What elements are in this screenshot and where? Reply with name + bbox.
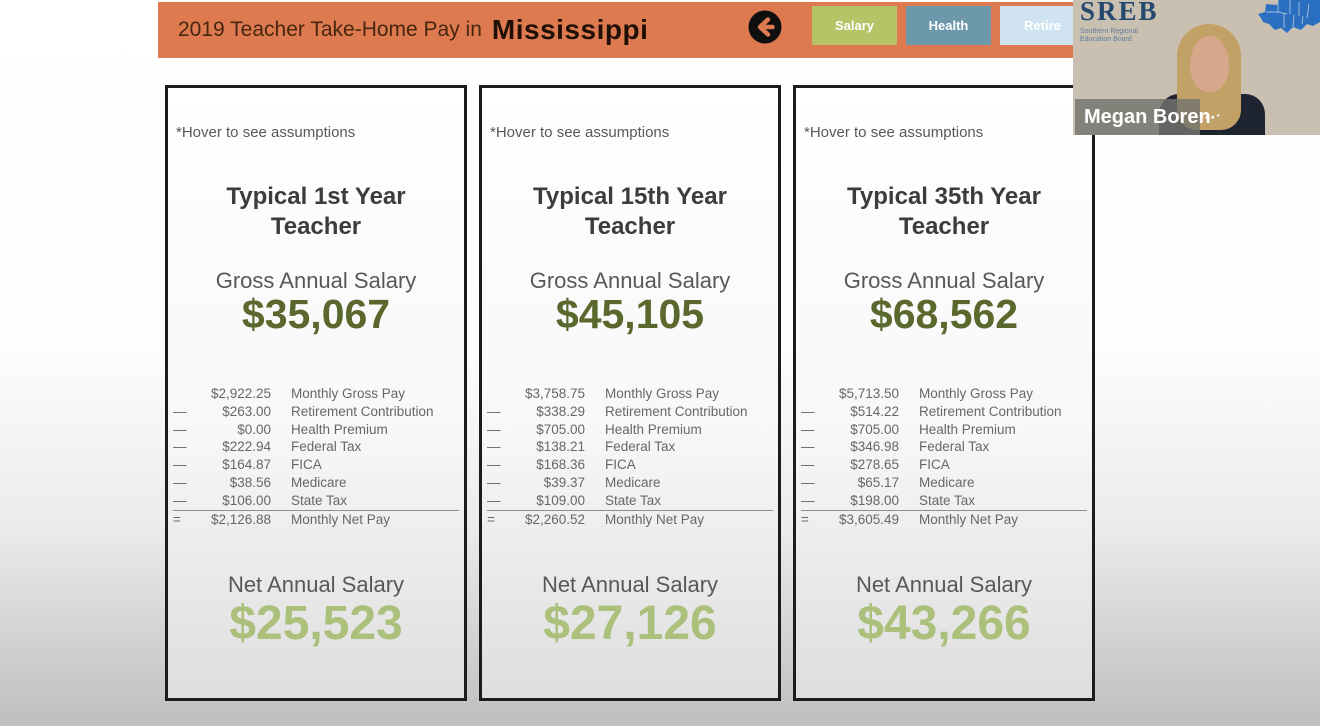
net-salary-value: $43,266	[857, 597, 1031, 650]
row-prefix: =	[173, 511, 181, 527]
row-prefix: —	[487, 457, 501, 473]
row-label: Monthly Gross Pay	[919, 386, 1034, 401]
row-prefix: —	[173, 439, 187, 455]
row-label: Medicare	[919, 474, 975, 490]
teacher-cards	[165, 85, 1095, 701]
row-amount: $3,758.75	[524, 386, 585, 401]
row-label: Federal Tax	[605, 439, 676, 455]
row-label: Federal Tax	[919, 439, 990, 455]
breakdown-row	[173, 474, 459, 492]
row-amount: $109.00	[536, 492, 585, 508]
row-amount: $278.65	[850, 457, 899, 473]
teacher-card-35th-year[interactable]	[793, 85, 1095, 701]
sreb-logo-text: SREB	[1080, 0, 1159, 26]
sreb-logo-subtext-line2: Education Board	[1080, 36, 1132, 43]
net-salary-value: $25,523	[229, 597, 403, 650]
row-label: FICA	[605, 457, 636, 473]
breakdown-row	[801, 438, 1087, 456]
row-label: State Tax	[291, 492, 348, 508]
breakdown-row	[801, 385, 1087, 403]
avatar-face	[1190, 36, 1229, 92]
row-prefix: —	[487, 439, 501, 455]
row-amount: $338.29	[536, 403, 585, 419]
row-label: Retirement Contribution	[291, 403, 434, 419]
pay-breakdown	[487, 385, 773, 528]
row-prefix: —	[173, 403, 187, 419]
gross-salary-value: $68,562	[869, 291, 1019, 337]
row-label: FICA	[919, 457, 950, 473]
row-amount: $263.00	[222, 403, 271, 419]
row-amount: $346.98	[850, 439, 899, 455]
breakdown-row	[801, 403, 1087, 421]
pay-breakdown	[801, 385, 1087, 528]
row-amount: $39.37	[543, 474, 585, 490]
webcam-overlay	[1073, 0, 1320, 135]
row-amount: $5,713.50	[838, 386, 899, 401]
row-prefix: —	[801, 439, 815, 455]
row-label: Monthly Gross Pay	[605, 386, 720, 401]
sreb-logo-subtext	[1080, 28, 1159, 44]
breakdown-row	[487, 456, 773, 474]
breakdown-row	[173, 456, 459, 474]
row-prefix: =	[487, 511, 495, 527]
breakdown-row-net-pay	[487, 511, 773, 529]
presenter-name-tag: Megan Boren	[1075, 99, 1200, 135]
hover-note: *Hover to see assumptions	[490, 124, 670, 141]
row-amount: $164.87	[222, 457, 271, 473]
row-amount: $514.22	[850, 403, 899, 419]
row-amount: $168.36	[536, 457, 585, 473]
row-amount: $3,605.49	[838, 511, 899, 527]
teacher-card-15th-year[interactable]	[479, 85, 781, 701]
gross-salary-label: Gross Annual Salary	[215, 268, 417, 293]
row-label: Health Premium	[919, 421, 1016, 437]
gross-salary-label: Gross Annual Salary	[843, 268, 1045, 293]
net-salary-label: Net Annual Salary	[541, 572, 719, 597]
hover-note: *Hover to see assumptions	[176, 124, 356, 141]
breakdown-row-net-pay	[801, 511, 1087, 529]
breakdown-row-state-tax	[173, 492, 459, 511]
gross-salary-label: Gross Annual Salary	[529, 268, 731, 293]
title-prefix: 2019 Teacher Take-Home Pay in	[178, 18, 482, 41]
breakdown-row	[173, 403, 459, 421]
breakdown-row	[487, 438, 773, 456]
breakdown-row	[801, 456, 1087, 474]
card-title: Typical 1st Year Teacher	[226, 183, 406, 240]
breakdown-row-state-tax	[801, 492, 1087, 511]
row-prefix: —	[487, 474, 501, 490]
breakdown-row-net-pay	[173, 511, 459, 529]
row-amount: $705.00	[850, 421, 899, 437]
sreb-logo	[1080, 0, 1159, 44]
row-amount: $2,922.25	[210, 386, 271, 401]
breakdown-row	[487, 403, 773, 421]
back-arrow-icon	[747, 9, 783, 45]
row-amount: $65.17	[857, 474, 899, 490]
pay-breakdown	[173, 385, 459, 528]
breakdown-row	[801, 474, 1087, 492]
teacher-card-1st-year[interactable]	[165, 85, 467, 701]
card-title: Typical 15th Year Teacher	[533, 183, 727, 240]
breakdown-row	[801, 421, 1087, 439]
row-prefix: —	[173, 421, 187, 437]
breakdown-row	[173, 438, 459, 456]
back-button[interactable]	[747, 9, 783, 45]
row-label: Monthly Gross Pay	[291, 386, 406, 401]
row-prefix: —	[173, 457, 187, 473]
row-label: Monthly Net Pay	[605, 511, 705, 527]
row-amount: $198.00	[850, 492, 899, 508]
row-label: Monthly Net Pay	[919, 511, 1019, 527]
row-prefix: —	[801, 457, 815, 473]
row-label: FICA	[291, 457, 322, 473]
row-label: Health Premium	[291, 421, 388, 437]
page-title	[178, 2, 648, 58]
sreb-states-map-icon	[1257, 0, 1320, 36]
row-amount: $705.00	[536, 421, 585, 437]
breakdown-row	[487, 474, 773, 492]
row-prefix: —	[801, 403, 815, 419]
breakdown-row	[487, 385, 773, 403]
tab-health[interactable]: Health	[906, 6, 991, 45]
tab-salary[interactable]: Salary	[812, 6, 897, 45]
breakdown-row	[173, 421, 459, 439]
row-label: Federal Tax	[291, 439, 362, 455]
row-amount: $138.21	[536, 439, 585, 455]
row-prefix: =	[801, 511, 809, 527]
gross-salary-value: $35,067	[241, 291, 391, 337]
row-label: Retirement Contribution	[605, 403, 748, 419]
breakdown-row	[173, 385, 459, 403]
row-prefix: —	[487, 403, 501, 419]
row-label: Medicare	[605, 474, 661, 490]
row-amount: $222.94	[222, 439, 271, 455]
row-label: Health Premium	[605, 421, 702, 437]
row-label: State Tax	[605, 492, 662, 508]
row-amount: $38.56	[229, 474, 271, 490]
tab-retire[interactable]: Retire	[1000, 6, 1085, 45]
row-prefix: —	[801, 421, 815, 437]
row-label: Medicare	[291, 474, 347, 490]
row-amount: $0.00	[237, 421, 271, 437]
row-prefix: —	[487, 421, 501, 437]
row-prefix: —	[801, 474, 815, 490]
row-amount: $2,126.88	[210, 511, 271, 527]
card-title: Typical 35th Year Teacher	[847, 183, 1041, 240]
hover-note: *Hover to see assumptions	[804, 124, 984, 141]
row-amount: $106.00	[222, 492, 271, 508]
row-prefix: —	[173, 492, 187, 508]
net-salary-label: Net Annual Salary	[227, 572, 405, 597]
breakdown-row-state-tax	[487, 492, 773, 511]
net-salary-value: $27,126	[543, 597, 717, 650]
row-prefix: —	[173, 474, 187, 490]
row-label: Monthly Net Pay	[291, 511, 391, 527]
net-salary-label: Net Annual Salary	[855, 572, 1033, 597]
gross-salary-value: $45,105	[555, 291, 705, 337]
sreb-logo-subtext-line1: Southern Regional	[1080, 28, 1138, 35]
breakdown-row	[487, 421, 773, 439]
row-prefix: —	[801, 492, 815, 508]
row-label: Retirement Contribution	[919, 403, 1062, 419]
row-amount: $2,260.52	[524, 511, 585, 527]
row-prefix: —	[487, 492, 501, 508]
row-label: State Tax	[919, 492, 976, 508]
title-state: Mississippi	[491, 14, 649, 45]
